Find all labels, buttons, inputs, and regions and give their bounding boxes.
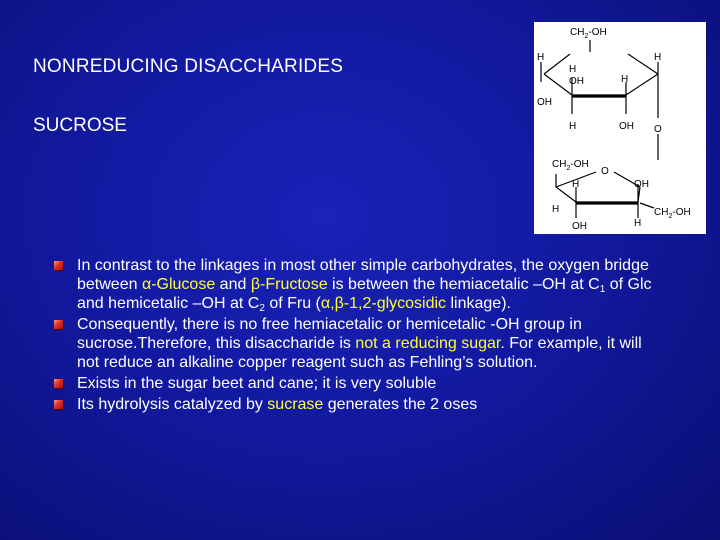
fructose-oh-right: OH xyxy=(634,179,649,190)
glucose-h-inner: H xyxy=(569,64,577,75)
slide-title: NONREDUCING DISACCHARIDES xyxy=(33,56,344,77)
glucose-h-mid: H xyxy=(621,74,629,85)
bullet-marker-icon xyxy=(54,261,63,270)
glucose-oh-left: OH xyxy=(537,97,552,108)
bullet-item-nonreducing: Consequently, there is no free hemiacetalic or hemicetalic -OH group in sucrose.Therefore, this disaccharide is not a reducing sugar. For example, it will not reduce an alkaline copper reagent such as Fehling’s solution. xyxy=(52,315,662,372)
fructose-oh-bottom: OH xyxy=(572,221,587,232)
highlight-sucrase: sucrase xyxy=(267,396,324,413)
sucrose-structure-figure xyxy=(534,22,706,234)
fructose-h-bottom: H xyxy=(634,218,642,229)
bullet-list xyxy=(52,256,662,416)
highlight-not-reducing: not a reducing sugar xyxy=(355,335,501,352)
bullet-item-linkage: In contrast to the linkages in most other simple carbohydrates, the oxygen bridge between α-Glucose and β-Fructose is between the hemiacetalic –OH at $C_1$ of Glc and hemicetalic –OH at $C_2$ of Fru (α,β-1,2-glycosidic linkage). xyxy=(52,256,662,313)
fructose-ring-oxygen: O xyxy=(601,166,609,177)
bullet-item-source: Exists in the sugar beet and cane; it is very soluble xyxy=(52,374,662,393)
fructose-ch2oh-right-label: $CH_2-OH$ xyxy=(654,207,691,220)
fructose-h-side: H xyxy=(552,204,560,215)
glucose-h-bottom: H xyxy=(569,121,577,132)
highlight-glycosidic: α,β-1,2-glycosidic xyxy=(320,295,447,312)
glucose-h-right: H xyxy=(654,52,662,63)
glucose-ring-bonds xyxy=(541,40,658,160)
glucose-ch2oh-label: $CH_2-OH$ xyxy=(570,27,607,40)
glucose-h-left: H xyxy=(537,52,545,63)
highlight-alpha-glucose: α-Glucose xyxy=(141,276,216,293)
bullet-item-hydrolysis: Its hydrolysis catalyzed by sucrase generates the 2 oses xyxy=(52,395,662,414)
bullet-marker-icon xyxy=(54,320,63,329)
sucrose-structure-svg xyxy=(534,22,706,234)
bullet-marker-icon xyxy=(54,379,63,388)
glucose-oh-bottom: OH xyxy=(619,121,634,132)
bullet-marker-icon xyxy=(54,400,63,409)
glycosidic-oxygen: O xyxy=(654,124,662,135)
highlight-beta-fructose: β-Fructose xyxy=(250,276,328,293)
slide-subtitle: SUCROSE xyxy=(33,115,127,136)
fructose-h-left: H xyxy=(572,179,580,190)
fructose-ch2oh-top-label: $CH_2-OH$ xyxy=(552,159,589,172)
glucose-oh-inner: OH xyxy=(569,76,584,87)
